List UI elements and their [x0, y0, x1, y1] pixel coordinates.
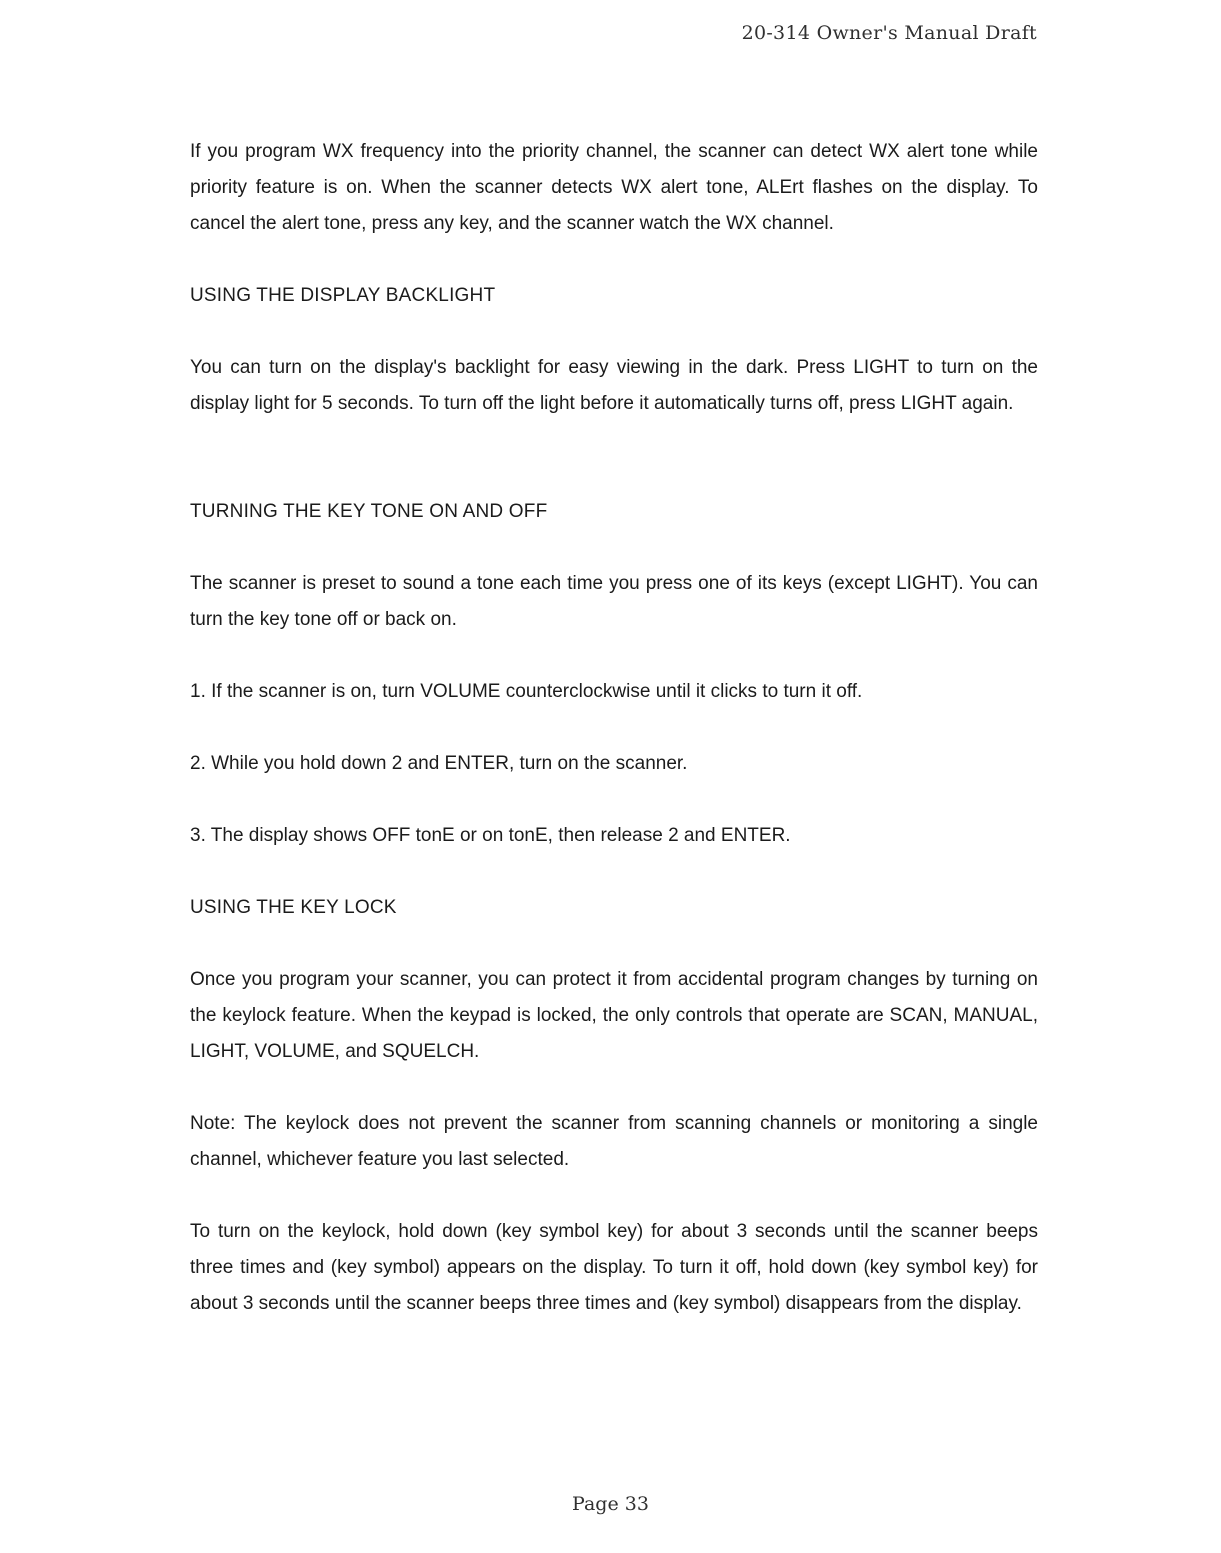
keylock-heading: USING THE KEY LOCK — [190, 897, 397, 918]
keylock-instructions: To turn on the keylock, hold down (key symbol key) for about 3 seconds until the scanner beeps three times and (key symbol) appears on the display. To turn it off, hold down (key symbol key) for about 3 seconds until the scanner beeps three times and (key symbol) disappears from the display. — [190, 1221, 1038, 1314]
keytone-step-1: 1. If the scanner is on, turn VOLUME counterclockwise until it clicks to turn it off. — [190, 681, 863, 702]
backlight-heading: USING THE DISPLAY BACKLIGHT — [190, 285, 496, 306]
keytone-heading: TURNING THE KEY TONE ON AND OFF — [190, 501, 548, 522]
keytone-paragraph: The scanner is preset to sound a tone each time you press one of its keys (except LIGHT). You can turn the key tone off or back on. — [190, 573, 1038, 630]
backlight-paragraph: You can turn on the display's backlight for easy viewing in the dark. Press LIGHT to turn on the display light for 5 seconds. To turn off the light before it automatically turns off, press LIGHT again. — [190, 357, 1038, 414]
document-header: 20-314 Owner's Manual Draft — [741, 22, 1037, 44]
priority-wx-paragraph: If you program WX frequency into the priority channel, the scanner can detect WX alert tone while priority feature is on. When the scanner detects WX alert tone, ALErt flashes on the display. To cancel the alert tone, press any key, and the scanner watch the WX channel. — [190, 141, 1038, 234]
keytone-step-2: 2. While you hold down 2 and ENTER, turn on the scanner. — [190, 753, 688, 774]
keytone-step-3: 3. The display shows OFF tonE or on tonE, then release 2 and ENTER. — [190, 825, 791, 846]
keylock-note: Note: The keylock does not prevent the scanner from scanning channels or monitoring a single channel, whichever feature you last selected. — [190, 1113, 1038, 1170]
keylock-paragraph: Once you program your scanner, you can protect it from accidental program changes by turning on the keylock feature. When the keypad is locked, the only controls that operate are SCAN, MANUAL, LIGHT, VOLUME, and SQUELCH. — [190, 969, 1038, 1062]
page-number: Page 33 — [572, 1493, 649, 1515]
